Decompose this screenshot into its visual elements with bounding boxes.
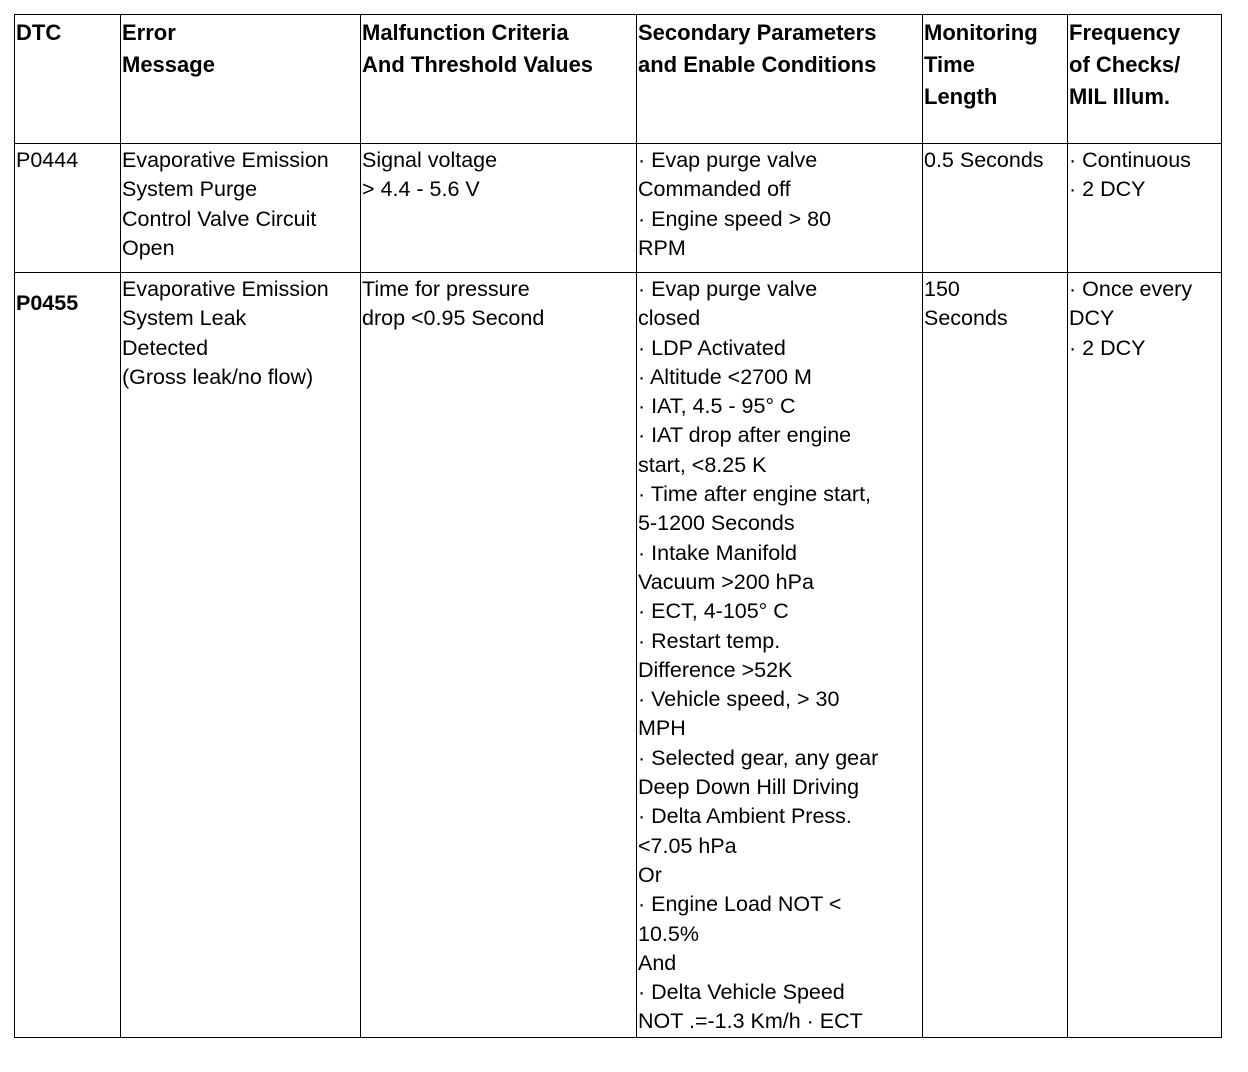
header-malfunction-criteria: Malfunction Criteria And Threshold Values [361, 15, 637, 144]
header-row [15, 15, 1222, 144]
header-monitoring-time: Monitoring Time Length [923, 15, 1068, 144]
cell-error-message: Evaporative Emission System Purge Control Valve Circuit Open [121, 144, 361, 273]
dtc-table [14, 14, 1222, 1038]
cell-secondary-parameters: · Evap purge valve Commanded off · Engine speed > 80 RPM [637, 144, 923, 273]
cell-criteria: Time for pressure drop <0.95 Second [361, 273, 637, 1038]
cell-criteria: Signal voltage > 4.4 - 5.6 V [361, 144, 637, 273]
cell-secondary-parameters: · Evap purge valve closed · LDP Activated · Altitude <2700 M · IAT, 4.5 - 95° C · IAT drop after engine start, <8.25 K · Time after engine start, 5-1200 Seconds · Intake Manifold Vacuum >200 hPa · ECT, 4-105° C · Restart temp. Difference >52K · Vehicle speed, > 30 MPH · Selected gear, any gear Deep Down Hill Driving · Delta Ambient Press. <7.05 hPa Or · Engine Load NOT < 10.5% And · Delta Vehicle Speed NOT .=-1.3 Km/h · ECT [637, 273, 923, 1038]
table-row [15, 273, 1222, 1038]
header-frequency: Frequency of Checks/ MIL Illum. [1068, 15, 1222, 144]
cell-error-message: Evaporative Emission System Leak Detected (Gross leak/no flow) [121, 273, 361, 1038]
cell-monitoring-time: 150 Seconds [923, 273, 1068, 1038]
cell-frequency: · Once every DCY · 2 DCY [1068, 273, 1222, 1038]
header-secondary-parameters: Secondary Parameters and Enable Conditions [637, 15, 923, 144]
cell-dtc: P0444 [15, 144, 121, 273]
table-row [15, 144, 1222, 273]
cell-monitoring-time: 0.5 Seconds [923, 144, 1068, 273]
cell-dtc: P0455 [15, 273, 121, 1038]
header-dtc: DTC [15, 15, 121, 144]
header-error-message: Error Message [121, 15, 361, 144]
cell-frequency: · Continuous · 2 DCY [1068, 144, 1222, 273]
